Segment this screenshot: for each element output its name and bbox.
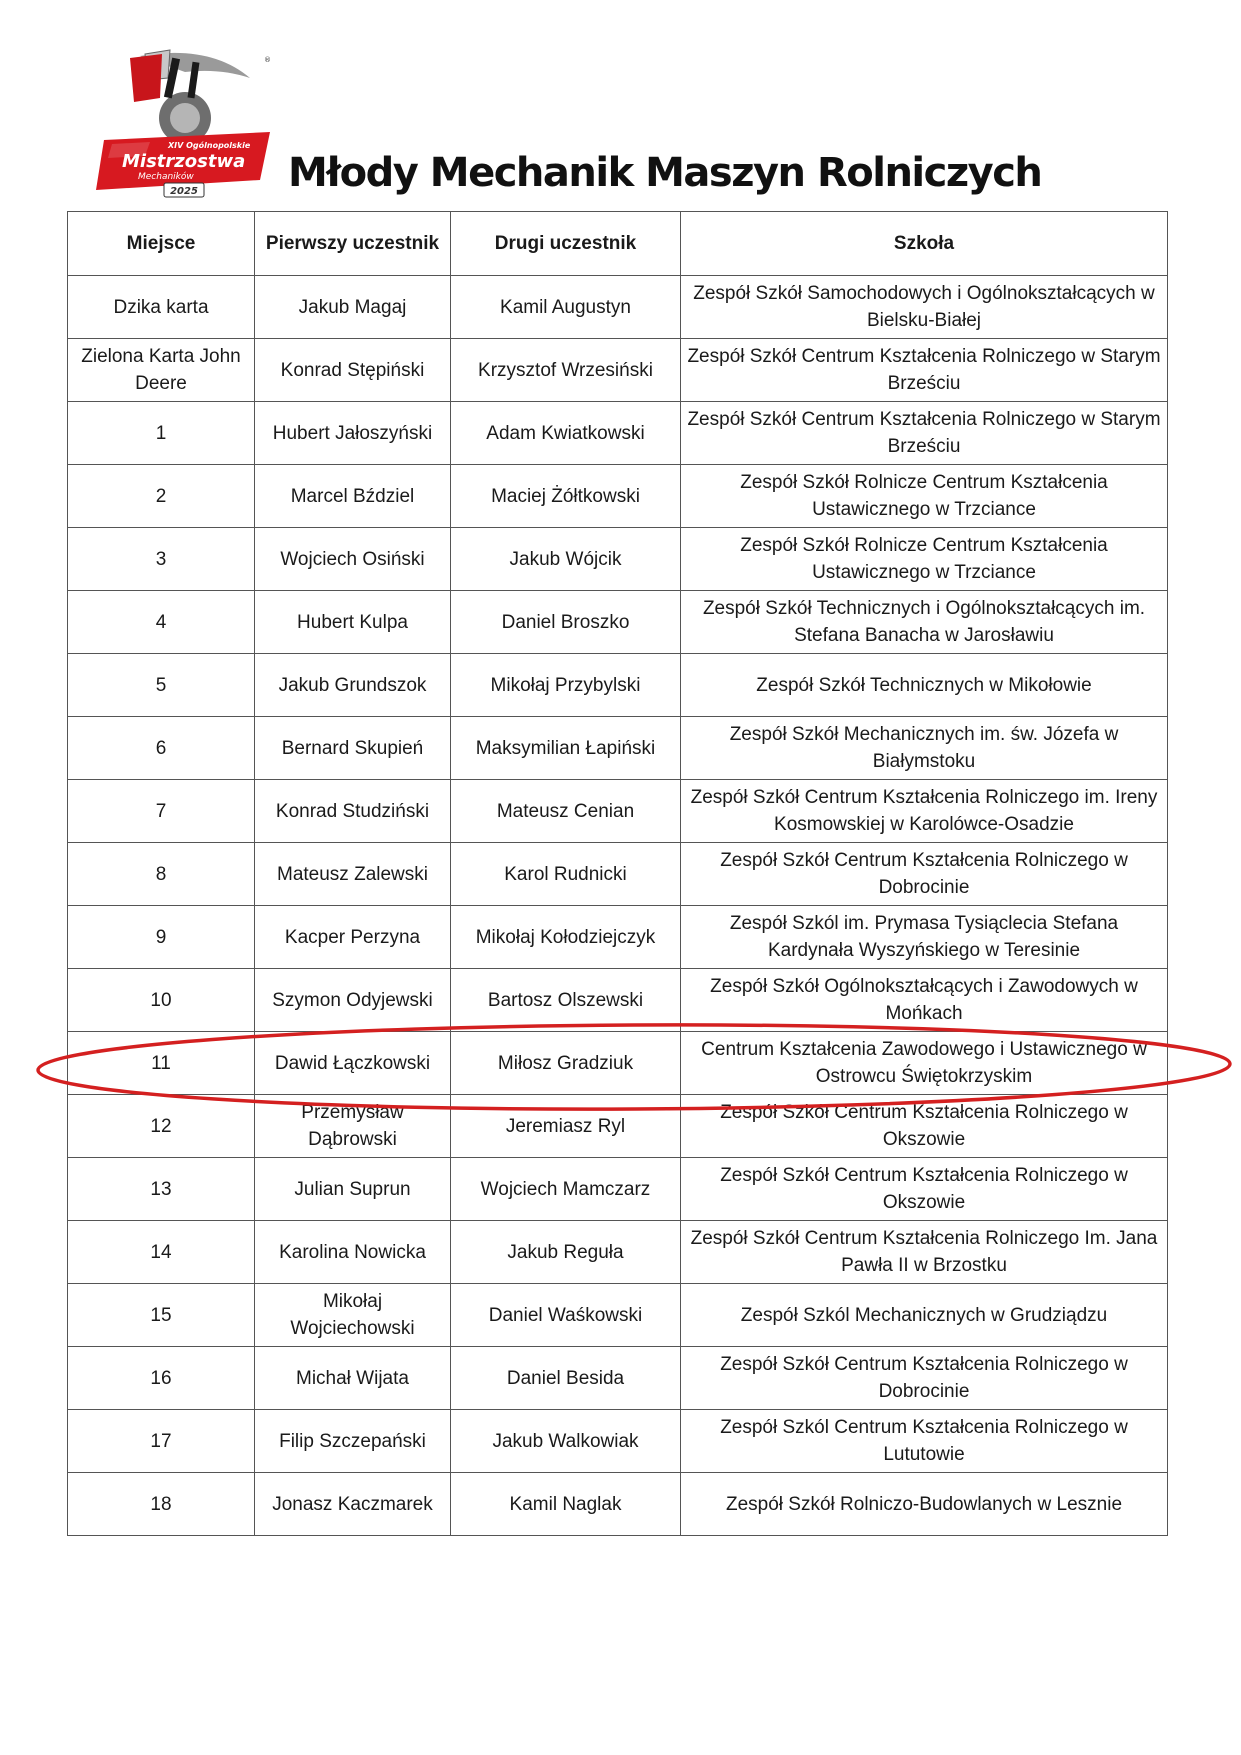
cell-school: Zespół Szkół Technicznych w Mikołowie bbox=[681, 654, 1168, 717]
cell-place: 7 bbox=[68, 780, 255, 843]
cell-place: 9 bbox=[68, 906, 255, 969]
cell-second-participant: Karol Rudnicki bbox=[451, 843, 681, 906]
cell-second-participant: Krzysztof Wrzesiński bbox=[451, 339, 681, 402]
cell-school: Zespół Szkół Centrum Kształcenia Rolniczego w Okszowie bbox=[681, 1095, 1168, 1158]
cell-school: Zespół Szkół Ogólnokształcących i Zawodowych w Mońkach bbox=[681, 969, 1168, 1032]
table-row bbox=[68, 1410, 1168, 1473]
cell-school: Zespół Szkół Centrum Kształcenia Rolniczego w Dobrocinie bbox=[681, 843, 1168, 906]
page-title: Młody Mechanik Maszyn Rolniczych bbox=[288, 150, 1042, 196]
cell-second-participant: Mikołaj Przybylski bbox=[451, 654, 681, 717]
table-row bbox=[68, 1221, 1168, 1284]
svg-text:®: ® bbox=[264, 56, 271, 64]
cell-first-participant: Michał Wijata bbox=[255, 1347, 451, 1410]
cell-school: Zespół Szkól Mechanicznych w Grudziądzu bbox=[681, 1284, 1168, 1347]
cell-school: Zespół Szkół Rolnicze Centrum Kształcenia Ustawicznego w Trzciance bbox=[681, 465, 1168, 528]
cell-place: 10 bbox=[68, 969, 255, 1032]
cell-school: Zespół Szkół Rolnicze Centrum Kształcenia Ustawicznego w Trzciance bbox=[681, 528, 1168, 591]
table-row bbox=[68, 1095, 1168, 1158]
table-row bbox=[68, 717, 1168, 780]
cell-school: Zespół Szkół Centrum Kształcenia Rolniczego w Starym Brześciu bbox=[681, 402, 1168, 465]
cell-place: 2 bbox=[68, 465, 255, 528]
table-row bbox=[68, 402, 1168, 465]
cell-first-participant: Julian Suprun bbox=[255, 1158, 451, 1221]
cell-second-participant: Jeremiasz Ryl bbox=[451, 1095, 681, 1158]
cell-first-participant: Szymon Odyjewski bbox=[255, 969, 451, 1032]
cell-place: 6 bbox=[68, 717, 255, 780]
cell-second-participant: Daniel Waśkowski bbox=[451, 1284, 681, 1347]
cell-school: Zespół Szkół Mechanicznych im. św. Józefa w Białymstoku bbox=[681, 717, 1168, 780]
cell-place: 3 bbox=[68, 528, 255, 591]
results-table bbox=[67, 211, 1168, 1536]
cell-place: Zielona Karta John Deere bbox=[68, 339, 255, 402]
cell-school: Zespół Szkól im. Prymasa Tysiąclecia Stefana Kardynała Wyszyńskiego w Teresinie bbox=[681, 906, 1168, 969]
cell-first-participant: Marcel Bździel bbox=[255, 465, 451, 528]
cell-first-participant: Bernard Skupień bbox=[255, 717, 451, 780]
cell-school: Zespół Szkól Centrum Kształcenia Rolniczego w Lututowie bbox=[681, 1410, 1168, 1473]
table-row bbox=[68, 465, 1168, 528]
cell-place: 1 bbox=[68, 402, 255, 465]
cell-place: 17 bbox=[68, 1410, 255, 1473]
championship-logo bbox=[90, 48, 280, 208]
cell-place: 11 bbox=[68, 1032, 255, 1095]
table-row bbox=[68, 1032, 1168, 1095]
table-row bbox=[68, 969, 1168, 1032]
cell-school: Zespół Szkół Centrum Kształcenia Rolniczego w Dobrocinie bbox=[681, 1347, 1168, 1410]
table-row bbox=[68, 1347, 1168, 1410]
cell-second-participant: Daniel Besida bbox=[451, 1347, 681, 1410]
cell-second-participant: Kamil Naglak bbox=[451, 1473, 681, 1536]
cell-school: Zespół Szkół Centrum Kształcenia Rolniczego Im. Jana Pawła II w Brzostku bbox=[681, 1221, 1168, 1284]
cell-first-participant: Mateusz Zalewski bbox=[255, 843, 451, 906]
cell-first-participant: Jonasz Kaczmarek bbox=[255, 1473, 451, 1536]
cell-place: 5 bbox=[68, 654, 255, 717]
cell-school: Zespół Szkół Centrum Kształcenia Rolniczego im. Ireny Kosmowskiej w Karolówce-Osadzie bbox=[681, 780, 1168, 843]
cell-school: Centrum Kształcenia Zawodowego i Ustawicznego w Ostrowcu Świętokrzyskim bbox=[681, 1032, 1168, 1095]
logo-edition: XIV Ogólnopolskie bbox=[168, 141, 251, 150]
table-row bbox=[68, 339, 1168, 402]
table-row bbox=[68, 591, 1168, 654]
cell-place: Dzika karta bbox=[68, 276, 255, 339]
table-row bbox=[68, 528, 1168, 591]
cell-first-participant: Hubert Kulpa bbox=[255, 591, 451, 654]
cell-second-participant: Maksymilian Łapiński bbox=[451, 717, 681, 780]
cell-first-participant: Konrad Studziński bbox=[255, 780, 451, 843]
table-row bbox=[68, 780, 1168, 843]
cell-place: 13 bbox=[68, 1158, 255, 1221]
cell-school: Zespół Szkół Technicznych i Ogólnokształcących im. Stefana Banacha w Jarosławiu bbox=[681, 591, 1168, 654]
cell-first-participant: Jakub Grundszok bbox=[255, 654, 451, 717]
cell-first-participant: Dawid Łączkowski bbox=[255, 1032, 451, 1095]
cell-second-participant: Jakub Walkowiak bbox=[451, 1410, 681, 1473]
cell-first-participant: Wojciech Osiński bbox=[255, 528, 451, 591]
cell-first-participant: Hubert Jałoszyński bbox=[255, 402, 451, 465]
cell-second-participant: Daniel Broszko bbox=[451, 591, 681, 654]
table-row bbox=[68, 1158, 1168, 1221]
logo-year: 2025 bbox=[170, 186, 198, 197]
logo-subtitle: Mechaników bbox=[138, 172, 194, 182]
table-row bbox=[68, 843, 1168, 906]
cell-place: 12 bbox=[68, 1095, 255, 1158]
cell-first-participant: Filip Szczepański bbox=[255, 1410, 451, 1473]
table-row bbox=[68, 906, 1168, 969]
table-row bbox=[68, 1473, 1168, 1536]
cell-place: 15 bbox=[68, 1284, 255, 1347]
header-school: Szkoła bbox=[681, 212, 1168, 276]
cell-school: Zespół Szkół Centrum Kształcenia Rolniczego w Starym Brześciu bbox=[681, 339, 1168, 402]
cell-second-participant: Kamil Augustyn bbox=[451, 276, 681, 339]
cell-second-participant: Maciej Żółtkowski bbox=[451, 465, 681, 528]
cell-first-participant: Kacper Perzyna bbox=[255, 906, 451, 969]
cell-place: 14 bbox=[68, 1221, 255, 1284]
table-row bbox=[68, 654, 1168, 717]
header-second-participant: Drugi uczestnik bbox=[451, 212, 681, 276]
cell-second-participant: Mateusz Cenian bbox=[451, 780, 681, 843]
cell-school: Zespół Szkół Rolniczo-Budowlanych w Lesznie bbox=[681, 1473, 1168, 1536]
cell-second-participant: Mikołaj Kołodziejczyk bbox=[451, 906, 681, 969]
cell-place: 16 bbox=[68, 1347, 255, 1410]
cell-second-participant: Miłosz Gradziuk bbox=[451, 1032, 681, 1095]
cell-school: Zespół Szkół Centrum Kształcenia Rolniczego w Okszowie bbox=[681, 1158, 1168, 1221]
header-first-participant: Pierwszy uczestnik bbox=[255, 212, 451, 276]
cell-first-participant: Jakub Magaj bbox=[255, 276, 451, 339]
cell-second-participant: Jakub Wójcik bbox=[451, 528, 681, 591]
logo-title: Mistrzostwa bbox=[122, 151, 246, 172]
table-row bbox=[68, 276, 1168, 339]
cell-school: Zespół Szkół Samochodowych i Ogólnokształcących w Bielsku-Białej bbox=[681, 276, 1168, 339]
cell-first-participant: Konrad Stępiński bbox=[255, 339, 451, 402]
cell-first-participant: Przemysław Dąbrowski bbox=[255, 1095, 451, 1158]
cell-second-participant: Adam Kwiatkowski bbox=[451, 402, 681, 465]
cell-place: 8 bbox=[68, 843, 255, 906]
cell-second-participant: Jakub Reguła bbox=[451, 1221, 681, 1284]
cell-first-participant: Mikołaj Wojciechowski bbox=[255, 1284, 451, 1347]
header-place: Miejsce bbox=[68, 212, 255, 276]
cell-place: 18 bbox=[68, 1473, 255, 1536]
table-row bbox=[68, 1284, 1168, 1347]
cell-second-participant: Bartosz Olszewski bbox=[451, 969, 681, 1032]
results-table-body bbox=[68, 276, 1168, 1536]
table-header-row bbox=[68, 212, 1168, 276]
cell-second-participant: Wojciech Mamczarz bbox=[451, 1158, 681, 1221]
cell-first-participant: Karolina Nowicka bbox=[255, 1221, 451, 1284]
cell-place: 4 bbox=[68, 591, 255, 654]
